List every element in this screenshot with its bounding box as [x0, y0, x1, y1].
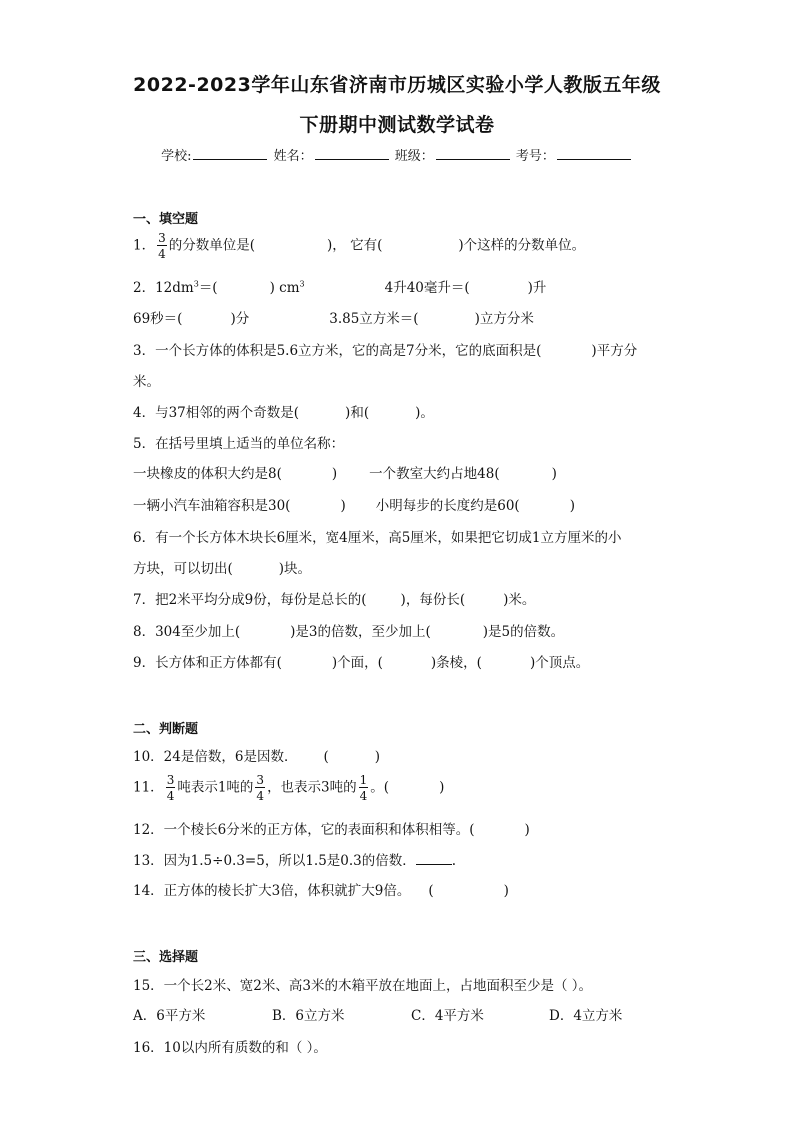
section-fill-in: 一、填空题 — [133, 212, 199, 227]
question-6b: 方块，可以切出( )块。 — [133, 561, 312, 577]
answer-blank[interactable] — [416, 853, 452, 865]
question-8: 8．304至少加上( )是3的倍数，至少加上( )是5的倍数。 — [133, 624, 565, 640]
exam-title-line1: 2022-2023学年山东省济南市历城区实验小学人教版五年级 — [133, 74, 661, 96]
option-a[interactable]: A．6平方米 — [133, 1008, 206, 1024]
exam-no-blank[interactable] — [557, 147, 631, 160]
question-5a: 一块橡皮的体积大约是8( ) 一个教室大约占地48( ) — [133, 466, 557, 482]
exam-title-line2: 下册期中测试数学试卷 — [299, 114, 495, 136]
name-blank[interactable] — [315, 147, 389, 160]
class-blank[interactable] — [436, 147, 510, 160]
option-d[interactable]: D．4立方米 — [549, 1008, 623, 1024]
fraction-1-4: $\frac{1}{4}$ — [359, 773, 368, 803]
class-label: 班级： — [394, 149, 434, 164]
question-5b: 一辆小汽车油箱容积是30( ) 小明每步的长度约是60( ) — [133, 498, 575, 514]
section-true-false: 二、判断题 — [133, 722, 199, 737]
name-label: 姓名： — [273, 149, 313, 164]
question-11: 11． $\frac{3}{4}$ 吨表示1吨的 $\frac{3}{4}$ ，也表示3吨的 $\frac{1}{4}$ 。( ) — [133, 773, 445, 803]
question-4: 4．与37相邻的两个奇数是( )和( )。 — [133, 405, 434, 421]
school-blank[interactable] — [193, 147, 267, 160]
question-3a: 3．一个长方体的体积是5.6立方米，它的高是7分米，它的底面积是( )平方分 — [133, 343, 638, 359]
option-b[interactable]: B．6立方米 — [272, 1008, 345, 1024]
question-2b: 69秒＝( )分 3.85立方米＝( )立方分米 — [133, 311, 534, 327]
question-2a: 2．$12dm^3=$( ) $cm^3$ 4升40毫升＝( )升 — [133, 279, 547, 296]
question-1: 1． $\frac{3}{4}$ 的分数单位是( )， 它有( )个这样的分数单位。 — [133, 231, 586, 261]
school-label: 学校: — [161, 149, 192, 164]
student-info-line — [0, 145, 794, 164]
question-10: 10．24是倍数，6是因数． ( ) — [133, 749, 381, 765]
question-5: 5．在括号里填上适当的单位名称： — [133, 436, 345, 452]
fraction-3-4: $\frac{3}{4}$ — [256, 773, 265, 803]
question-6a: 6．有一个长方体木块长6厘米，宽4厘米，高5厘米，如果把它切成1立方厘米的小 — [133, 530, 622, 546]
fraction-3-4: $\frac{3}{4}$ — [166, 773, 175, 803]
fraction-3-4: $\frac{3}{4}$ — [158, 231, 166, 261]
question-3b: 米。 — [133, 374, 160, 390]
option-c[interactable]: C．4平方米 — [411, 1008, 484, 1024]
question-16: 16．10以内所有质数的和（ ）。 — [133, 1040, 327, 1056]
exam-no-label: 考号： — [515, 149, 555, 164]
question-9: 9．长方体和正方体都有( )个面，( )条棱，( )个顶点。 — [133, 655, 590, 671]
question-13: 13．因为1.5÷0.3=5，所以1.5是0.3的倍数． . — [133, 853, 457, 869]
section-multiple-choice: 三、选择题 — [133, 950, 199, 965]
question-14: 14．正方体的棱长扩大3倍，体积就扩大9倍。 ( ) — [133, 883, 509, 899]
question-12: 12．一个棱长6分米的正方体，它的表面积和体积相等。( ) — [133, 822, 530, 838]
question-7: 7．把2米平均分成9份，每份是总长的( )，每份长( )米。 — [133, 592, 536, 608]
question-15: 15．一个长2米、宽2米、高3米的木箱平放在地面上，占地面积至少是（ ）。 — [133, 978, 592, 994]
